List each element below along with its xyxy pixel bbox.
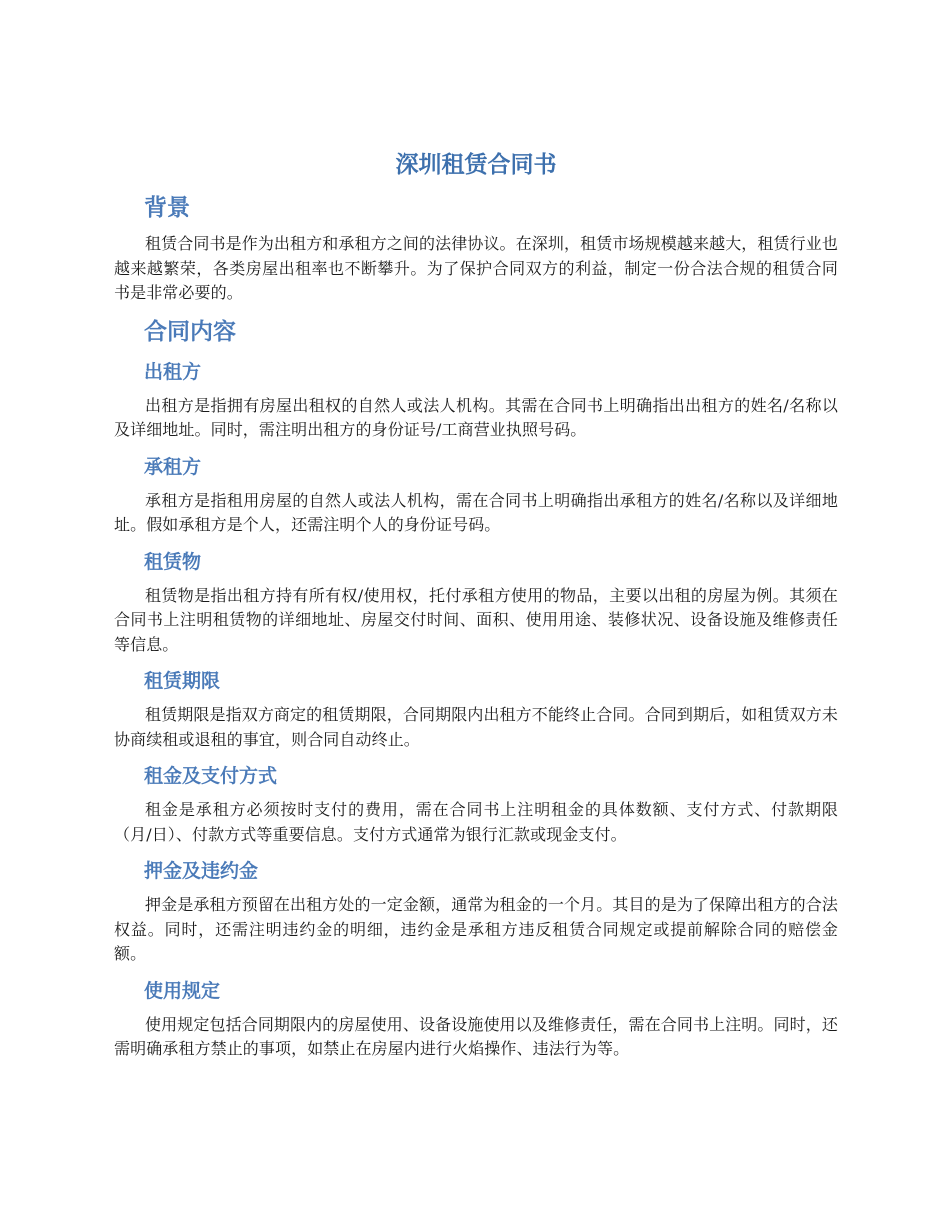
subsection-heading-usage-rules: 使用规定 — [144, 979, 221, 1002]
paragraph-lease-term: 租赁期限是指双方商定的租赁期限，合同期限内出租方不能终止合同。合同到期后，如租赁双方未协商续租或退租的事宜，则合同自动终止。 — [114, 705, 838, 749]
paragraph-lessor: 出租方是指拥有房屋出租权的自然人或法人机构。其需在合同书上明确指出出租方的姓名/名称以及详细地址。同时，需注明出租方的身份证号/工商营业执照号码。 — [114, 395, 838, 439]
subsection-heading-leased-property: 租赁物 — [144, 550, 202, 573]
document-title: 深圳租赁合同书 — [395, 152, 557, 178]
paragraph-lessee: 承租方是指租用房屋的自然人或法人机构，需在合同书上明确指出承租方的姓名/名称以及详细地址。假如承租方是个人，还需注明个人的身份证号码。 — [114, 490, 838, 534]
subsection-heading-rent-payment: 租金及支付方式 — [144, 765, 278, 787]
paragraph-usage-rules: 使用规定包括合同期限内的房屋使用、设备设施使用以及维修责任，需在合同书上注明。同时，还需明确承租方禁止的事项，如禁止在房屋内进行火焰操作、违法行为等。 — [114, 1014, 838, 1058]
paragraph-leased-property: 租赁物是指出租方持有所有权/使用权，托付承租方使用的物品，主要以出租的房屋为例。其须在合同书上注明租赁物的详细地址、房屋交付时间、面积、使用用途、装修状况、设备设施及维修责任等信息。 — [114, 585, 838, 654]
paragraph-background: 租赁合同书是作为出租方和承租方之间的法律协议。在深圳，租赁市场规模越来越大，租赁行业也越来越繁荣，各类房屋出租率也不断攀升。为了保护合同双方的利益，制定一份合法合规的租赁合同书是非常必要的。 — [114, 234, 838, 302]
subsection-heading-deposit-penalty: 押金及违约金 — [144, 860, 259, 882]
subsection-heading-lease-term: 租赁期限 — [144, 670, 221, 692]
subsection-heading-lessor: 出租方 — [144, 360, 202, 383]
subsection-heading-lessee: 承租方 — [144, 455, 202, 478]
section-heading-background: 背景 — [144, 195, 190, 221]
paragraph-rent-payment: 租金是承租方必须按时支付的费用，需在合同书上注明租金的具体数额、支付方式、付款期限（月/日）、付款方式等重要信息。支付方式通常为银行汇款或现金支付。 — [114, 800, 838, 844]
section-heading-contents: 合同内容 — [144, 318, 236, 345]
paragraph-deposit-penalty: 押金是承租方预留在出租方处的一定金额，通常为租金的一个月。其目的是为了保障出租方的合法权益。同时，还需注明违约金的明细，违约金是承租方违反租赁合同规定或提前解除合同的赔偿金额。 — [114, 895, 838, 963]
